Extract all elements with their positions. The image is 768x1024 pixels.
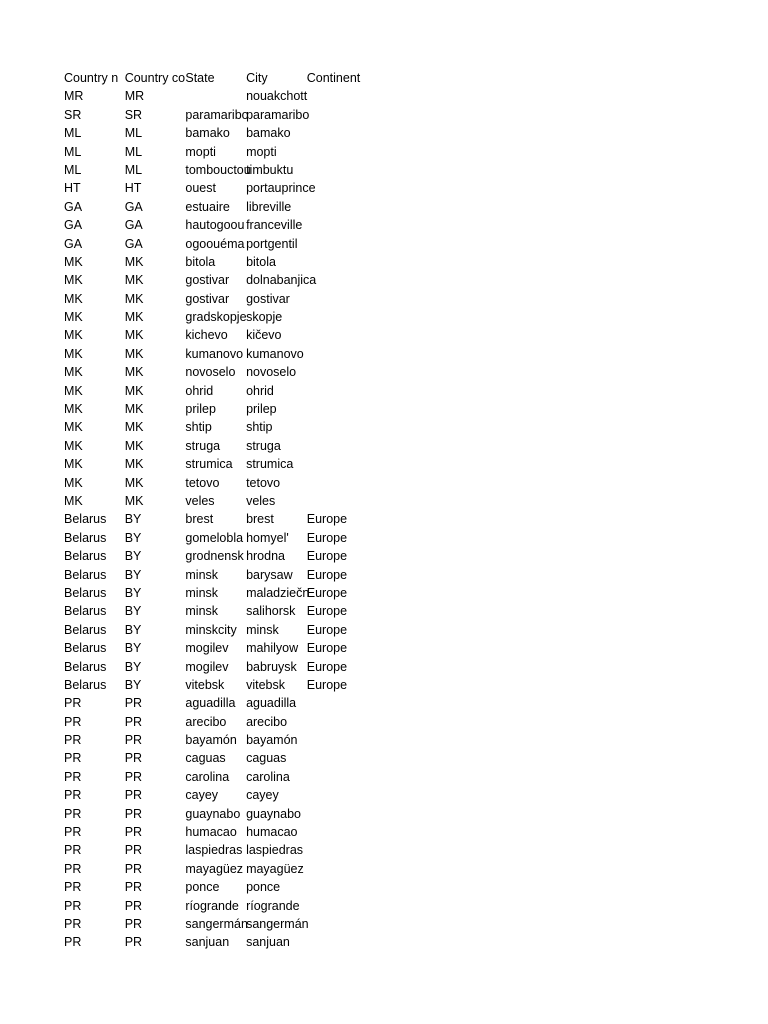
cell-country-code: BY	[124, 512, 142, 527]
cell-continent	[307, 363, 368, 381]
cell-city: aguadilla	[246, 696, 297, 711]
cell-city: ponce	[246, 880, 281, 895]
cell-state: mogilev	[185, 641, 229, 656]
cell-country-name: Belarus	[64, 677, 107, 692]
cell-country-code: BY	[124, 530, 142, 545]
table-row	[64, 308, 367, 326]
cell-city: laspiedras	[246, 843, 304, 858]
cell-country-code: MK	[124, 438, 144, 453]
spreadsheet-table	[64, 69, 367, 952]
cell-country-name: PR	[64, 769, 82, 784]
cell-continent	[307, 106, 368, 124]
table-row	[64, 271, 367, 289]
cell-state: minsk	[185, 567, 219, 582]
cell-city: novoselo	[246, 365, 297, 380]
cell-country-name: ML	[64, 162, 82, 177]
cell-state: caguas	[185, 751, 226, 766]
table-row	[64, 474, 367, 492]
table-row	[64, 198, 367, 216]
cell-country-code: PR	[124, 769, 143, 784]
cell-country-code: SR	[124, 107, 143, 122]
cell-state: gradskopje	[185, 310, 247, 325]
cell-country-code: GA	[124, 199, 143, 214]
cell-country-name: Belarus	[64, 512, 107, 527]
cell-continent	[307, 713, 368, 731]
cell-city: barysaw	[246, 567, 293, 582]
cell-city: brest	[246, 512, 274, 527]
cell-country-name: MK	[64, 457, 83, 472]
cell-continent	[307, 179, 368, 197]
cell-country-code: MK	[124, 475, 144, 490]
cell-country-name: MK	[64, 365, 83, 380]
cell-country-code: PR	[124, 880, 143, 895]
cell-continent	[307, 455, 368, 473]
cell-continent	[307, 933, 368, 951]
cell-city: libreville	[246, 199, 292, 214]
cell-city: mayagüez	[246, 861, 304, 876]
cell-continent: Europe	[306, 530, 348, 545]
cell-city: struga	[246, 438, 281, 453]
cell-continent	[307, 915, 368, 933]
cell-continent	[307, 253, 368, 271]
cell-state: vitebsk	[185, 677, 225, 692]
cell-continent	[307, 474, 368, 492]
table-row	[64, 455, 367, 473]
cell-state: minskcity	[185, 622, 237, 637]
cell-city: carolina	[246, 769, 290, 784]
cell-continent: Europe	[306, 641, 348, 656]
table-row	[64, 805, 367, 823]
table-row	[64, 823, 367, 841]
cell-country-code: BY	[124, 604, 142, 619]
table-row	[64, 510, 367, 528]
cell-continent	[307, 418, 368, 436]
cell-state: bitola	[185, 254, 216, 269]
cell-country-code: PR	[124, 898, 143, 913]
cell-state: tombouctou	[185, 162, 251, 177]
cell-continent	[307, 271, 368, 289]
cell-continent: Europe	[306, 585, 348, 600]
cell-city: humacao	[246, 825, 298, 840]
cell-city: kičevo	[246, 328, 282, 343]
cell-state: humacao	[185, 825, 237, 840]
cell-city: paramaribo	[246, 107, 310, 122]
cell-state: paramaribo	[185, 107, 249, 122]
cell-country-code: BY	[124, 641, 142, 656]
cell-state: strumica	[185, 457, 233, 472]
cell-country-code: PR	[124, 696, 143, 711]
table-row	[64, 179, 367, 197]
cell-country-code: MK	[124, 328, 144, 343]
cell-city: gostivar	[246, 291, 290, 306]
cell-country-code: MK	[124, 346, 144, 361]
cell-city: strumica	[246, 457, 294, 472]
cell-country-code: BY	[124, 567, 142, 582]
cell-continent	[307, 860, 368, 878]
cell-city: portgentil	[246, 236, 298, 251]
cell-city: maladziečn	[246, 585, 310, 600]
cell-country-name: Belarus	[64, 549, 107, 564]
cell-city: homyel'	[246, 530, 289, 545]
table-row	[64, 878, 367, 896]
cell-country-name: Belarus	[64, 567, 107, 582]
cell-country-name: Belarus	[64, 641, 107, 656]
cell-city: guaynabo	[246, 806, 301, 821]
cell-city: portauprince	[246, 181, 316, 196]
cell-city: bamako	[246, 126, 291, 141]
cell-state: gostivar	[185, 291, 230, 306]
cell-state: tetovo	[185, 475, 220, 490]
cell-continent: Europe	[306, 512, 348, 527]
cell-country-code: ML	[124, 144, 143, 159]
cell-country-name: PR	[64, 751, 82, 766]
cell-country-name: Belarus	[64, 604, 107, 619]
table-row	[64, 400, 367, 418]
cell-city: ríogrande	[246, 898, 300, 913]
cell-country-name: PR	[64, 806, 82, 821]
cell-continent	[307, 437, 368, 455]
table-row	[64, 566, 367, 584]
cell-country-name: MK	[64, 420, 83, 435]
cell-country-name: PR	[64, 843, 82, 858]
table-row	[64, 860, 367, 878]
cell-country-name: PR	[64, 935, 82, 950]
cell-state: sanjuan	[185, 935, 230, 950]
cell-state	[185, 87, 246, 105]
cell-state: minsk	[185, 604, 219, 619]
cell-city: salihorsk	[246, 604, 296, 619]
cell-country-code: MR	[124, 89, 145, 104]
cell-country-code: PR	[124, 843, 143, 858]
table-row	[64, 418, 367, 436]
cell-country-code: PR	[124, 806, 143, 821]
cell-country-name: MK	[64, 346, 83, 361]
table-row	[64, 584, 367, 602]
cell-state: grodnensk	[185, 549, 244, 564]
cell-city: babruysk	[246, 659, 297, 674]
cell-continent	[307, 400, 368, 418]
cell-country-name: PR	[64, 898, 82, 913]
cell-continent	[307, 308, 368, 326]
cell-continent	[307, 731, 368, 749]
cell-continent	[307, 235, 368, 253]
cell-state: ríogrande	[185, 898, 239, 913]
table-row	[64, 676, 367, 694]
table-row	[64, 915, 367, 933]
cell-state: mogilev	[185, 659, 229, 674]
cell-country-code: MK	[124, 310, 144, 325]
cell-country-name: SR	[64, 107, 82, 122]
cell-continent	[307, 87, 368, 105]
table-row	[64, 841, 367, 859]
cell-country-code: BY	[124, 585, 142, 600]
cell-country-code: MK	[124, 273, 144, 288]
cell-state: shtip	[185, 420, 212, 435]
table-row	[64, 124, 367, 142]
cell-state: ponce	[185, 880, 220, 895]
table-row	[64, 658, 367, 676]
cell-continent: Europe	[306, 677, 348, 692]
cell-country-name: GA	[64, 218, 83, 233]
cell-country-name: PR	[64, 714, 82, 729]
table-row	[64, 253, 367, 271]
cell-state: mayagüez	[185, 861, 244, 876]
cell-city: bitola	[246, 254, 276, 269]
cell-state: kichevo	[185, 328, 228, 343]
table-row	[64, 786, 367, 804]
table-row	[64, 933, 367, 951]
table-row	[64, 345, 367, 363]
cell-continent	[307, 161, 368, 179]
table-row	[64, 87, 367, 105]
table-row	[64, 216, 367, 234]
cell-city: franceville	[246, 218, 303, 233]
cell-continent	[307, 345, 368, 363]
cell-state: gostivar	[185, 273, 230, 288]
table-row	[64, 326, 367, 344]
cell-continent	[307, 897, 368, 915]
cell-continent	[307, 786, 368, 804]
cell-country-name: PR	[64, 696, 82, 711]
cell-country-code: PR	[124, 788, 143, 803]
cell-country-code: MK	[124, 254, 144, 269]
table-body	[64, 87, 367, 951]
cell-city: minsk	[246, 622, 279, 637]
cell-country-code: MK	[124, 383, 144, 398]
cell-continent: Europe	[306, 567, 348, 582]
cell-continent	[307, 805, 368, 823]
cell-city: sanjuan	[246, 935, 290, 950]
header-cell-state: State	[185, 71, 215, 85]
table-row	[64, 235, 367, 253]
table-row	[64, 897, 367, 915]
cell-country-name: ML	[64, 144, 82, 159]
cell-state: estuaire	[185, 199, 230, 214]
header-cell-country-code: Country co	[124, 71, 186, 85]
table-row	[64, 731, 367, 749]
cell-country-code: BY	[124, 622, 142, 637]
cell-country-name: MK	[64, 310, 83, 325]
cell-country-code: PR	[124, 714, 143, 729]
cell-city: timbuktu	[246, 162, 294, 177]
cell-country-code: PR	[124, 733, 143, 748]
cell-city: prilep	[246, 402, 277, 417]
cell-state: kumanovo	[185, 346, 244, 361]
cell-country-code: HT	[124, 181, 142, 196]
cell-country-code: MK	[124, 420, 144, 435]
table-row	[64, 106, 367, 124]
table-row	[64, 382, 367, 400]
cell-state: veles	[185, 493, 215, 508]
cell-country-code: MK	[124, 402, 144, 417]
cell-country-name: PR	[64, 880, 82, 895]
cell-state: struga	[185, 438, 221, 453]
cell-state: prilep	[185, 402, 216, 417]
cell-country-code: PR	[124, 935, 143, 950]
cell-city: sangermán	[246, 916, 309, 931]
cell-country-name: Belarus	[64, 585, 107, 600]
cell-country-name: MK	[64, 402, 83, 417]
table-row	[64, 161, 367, 179]
cell-continent	[307, 749, 368, 767]
header-cell-city: City	[246, 71, 268, 85]
cell-continent	[307, 841, 368, 859]
cell-state: bamako	[185, 126, 230, 141]
table-row	[64, 602, 367, 620]
cell-state: minsk	[185, 585, 219, 600]
cell-continent	[307, 823, 368, 841]
cell-continent: Europe	[306, 622, 348, 637]
cell-city: skopje	[246, 310, 283, 325]
cell-country-name: MK	[64, 328, 83, 343]
cell-state: brest	[185, 512, 214, 527]
cell-country-name: MK	[64, 254, 83, 269]
cell-city: arecibo	[246, 714, 288, 729]
cell-country-name: GA	[64, 236, 83, 251]
cell-country-name: PR	[64, 825, 82, 840]
table-row	[64, 749, 367, 767]
cell-state: mopti	[185, 144, 216, 159]
cell-city: veles	[246, 493, 276, 508]
header-row	[64, 69, 367, 87]
cell-state: laspiedras	[185, 843, 243, 858]
cell-state: bayamón	[185, 733, 237, 748]
cell-continent	[307, 143, 368, 161]
cell-city: hrodna	[246, 549, 285, 564]
cell-state: gomelobla	[185, 530, 244, 545]
cell-city: tetovo	[246, 475, 281, 490]
cell-state: aguadilla	[185, 696, 236, 711]
table-row	[64, 363, 367, 381]
cell-city: mahilyow	[246, 641, 299, 656]
cell-continent: Europe	[306, 549, 348, 564]
cell-country-code: GA	[124, 236, 143, 251]
cell-state: novoselo	[185, 365, 236, 380]
cell-city: cayey	[246, 788, 279, 803]
cell-country-name: MK	[64, 291, 83, 306]
cell-country-code: BY	[124, 677, 142, 692]
cell-continent	[307, 694, 368, 712]
cell-country-name: PR	[64, 788, 82, 803]
cell-continent	[307, 492, 368, 510]
table-row	[64, 768, 367, 786]
cell-country-code: ML	[124, 126, 143, 141]
cell-city: bayamón	[246, 733, 298, 748]
table-row	[64, 143, 367, 161]
cell-city: kumanovo	[246, 346, 304, 361]
table-row	[64, 694, 367, 712]
cell-continent	[307, 290, 368, 308]
cell-country-code: ML	[124, 162, 143, 177]
cell-country-name: MK	[64, 273, 83, 288]
table-row	[64, 529, 367, 547]
cell-country-name: PR	[64, 916, 82, 931]
cell-continent	[307, 768, 368, 786]
cell-country-code: MK	[124, 457, 144, 472]
cell-state: guaynabo	[185, 806, 241, 821]
cell-country-name: ML	[64, 126, 82, 141]
cell-state: ouest	[185, 181, 216, 196]
cell-country-name: PR	[64, 861, 82, 876]
header-cell-continent: Continent	[306, 71, 361, 85]
cell-city: mopti	[246, 144, 277, 159]
cell-country-code: PR	[124, 861, 143, 876]
cell-country-code: MK	[124, 493, 144, 508]
cell-country-name: MK	[64, 438, 83, 453]
cell-state: carolina	[185, 769, 230, 784]
table-row	[64, 639, 367, 657]
cell-country-name: MK	[64, 493, 83, 508]
cell-state: arecibo	[185, 714, 227, 729]
cell-country-code: MK	[124, 365, 144, 380]
cell-country-name: MK	[64, 475, 83, 490]
cell-country-name: MR	[64, 89, 84, 104]
cell-state: hautogoou	[185, 218, 245, 233]
cell-country-name: Belarus	[64, 530, 107, 545]
cell-country-name: GA	[64, 199, 83, 214]
cell-continent	[307, 216, 368, 234]
cell-country-name: HT	[64, 181, 81, 196]
cell-continent: Europe	[306, 659, 348, 674]
header-cell-country-name: Country n	[64, 71, 119, 85]
cell-country-code: MK	[124, 291, 144, 306]
cell-city: vitebsk	[246, 677, 285, 692]
cell-city: shtip	[246, 420, 273, 435]
cell-country-code: PR	[124, 751, 143, 766]
cell-continent	[307, 124, 368, 142]
cell-country-code: PR	[124, 916, 143, 931]
cell-state: sangermán	[185, 916, 248, 931]
cell-continent	[307, 382, 368, 400]
cell-continent	[307, 326, 368, 344]
table-row	[64, 437, 367, 455]
cell-state: ohrid	[185, 383, 214, 398]
table-row	[64, 547, 367, 565]
cell-state: cayey	[185, 788, 219, 803]
table-row	[64, 492, 367, 510]
cell-continent	[307, 878, 368, 896]
table-row	[64, 621, 367, 639]
cell-city: caguas	[246, 751, 287, 766]
table-row	[64, 713, 367, 731]
cell-city: dolnabanjica	[246, 273, 317, 288]
cell-country-code: PR	[124, 825, 143, 840]
cell-country-name: Belarus	[64, 622, 107, 637]
cell-country-name: PR	[64, 733, 82, 748]
cell-continent	[307, 198, 368, 216]
cell-continent: Europe	[306, 604, 348, 619]
cell-country-code: BY	[124, 549, 142, 564]
cell-country-code: BY	[124, 659, 142, 674]
table-row	[64, 290, 367, 308]
cell-country-code: GA	[124, 218, 143, 233]
cell-city: nouakchott	[246, 89, 308, 104]
cell-country-name: Belarus	[64, 659, 107, 674]
cell-state: ogoouéma	[185, 236, 245, 251]
cell-country-name: MK	[64, 383, 83, 398]
cell-city: ohrid	[246, 383, 274, 398]
